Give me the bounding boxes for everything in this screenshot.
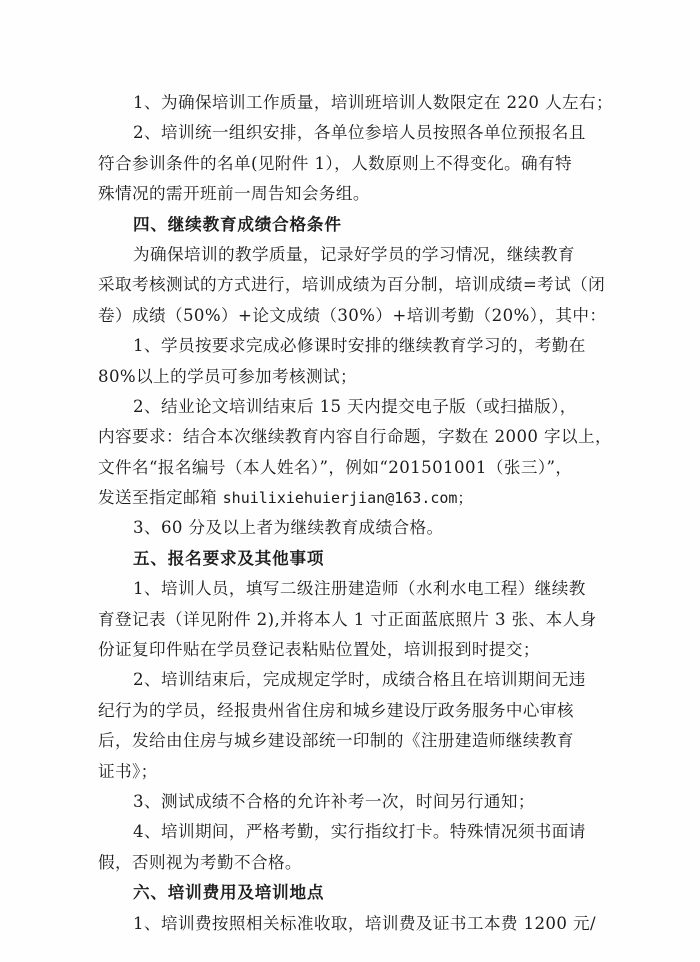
text-line: 卷）成绩（50%）+论文成绩（30%）+培训考勤（20%），其中： [98, 305, 607, 325]
text-line: 3、测试成绩不合格的允许补考一次，时间另行通知； [133, 791, 535, 811]
text-line: 殊情况的需开班前一周告知会务组。 [98, 184, 370, 204]
section-heading-4: 四、继续教育成绩合格条件 [133, 214, 342, 234]
text-line: 1、学员按要求完成必修课时安排的继续教育学习的，考勤在 [133, 336, 586, 356]
paragraph-certificate [98, 665, 618, 787]
text-line: 1、为确保培训工作质量，培训班培训人数限定在 220 人左右； [133, 93, 614, 112]
text-line: 采取考核测试的方式进行，培训成绩为百分制，培训成绩=考试（闭 [98, 275, 606, 295]
text-line: 文件名“报名编号（本人姓名）”，例如“201501001（张三）”， [98, 457, 573, 477]
text-line: 80%以上的学员可参加考核测试； [98, 366, 358, 386]
paragraph-retest [98, 787, 618, 817]
text-line: 符合参训条件的名单(见附件 1），人数原则上不得变化。确有特 [98, 153, 573, 173]
email-prefix: 发送至指定邮箱 [98, 488, 223, 508]
document-body [98, 88, 618, 939]
section-heading-5: 五、报名要求及其他事项 [133, 548, 325, 568]
paragraph-grading-method [98, 240, 618, 331]
text-line: 为确保培训的教学质量，记录好学员的学习情况，继续教育 [133, 244, 575, 264]
text-line: 育登记表（详见附件 2),并将本人 1 寸正面蓝底照片 3 张、本人身 [98, 609, 597, 629]
text-line: 1、培训费按照相关标准收取，培训费及证书工本费 1200 元/ [133, 913, 596, 933]
section-heading-6: 六、培训费用及培训地点 [133, 883, 325, 903]
text-line: 纪行为的学员，经报贵州省住房和城乡建设厅政务服务中心审核 [98, 700, 574, 720]
text-line: 3、60 分及以上者为继续教育成绩合格。 [133, 518, 444, 538]
email-address: shuilixiehuierjian@163.com； [222, 489, 473, 508]
text-line: 4、培训期间，严格考勤，实行指纹打卡。特殊情况须书面请 [133, 822, 586, 842]
text-line: 2、培训结束后，完成规定学时，成绩合格且在培训期间无违 [133, 670, 586, 690]
text-line: 证书》； [98, 761, 158, 781]
paragraph-training-fee [98, 909, 618, 939]
text-line: 1、培训人员，填写二级注册建造师（水利水电工程）继续教 [133, 579, 586, 599]
email-line [98, 483, 618, 513]
paragraph-unified-arrangement [98, 118, 618, 209]
text-line: 2、结业论文培训结束后 15 天内提交电子版（或扫描版）， [133, 396, 577, 416]
text-line: 2、培训统一组织安排，各单位参培人员按照各单位预报名且 [133, 123, 586, 143]
paragraph-attendance-check [98, 817, 618, 878]
paragraph-registration-form [98, 574, 618, 665]
paragraph-passing-score [98, 513, 618, 543]
text-line: 份证复印件贴在学员登记表粘贴位置处，培训报到时提交； [98, 640, 540, 660]
text-line: 后，发给由住房与城乡建设部统一印制的《注册建造师继续教育 [98, 731, 574, 751]
text-line: 内容要求：结合本次继续教育内容自行命题，字数在 2000 字以上， [98, 427, 613, 447]
text-line: 假，否则视为考勤不合格。 [98, 852, 302, 872]
paragraph-class-size-limit [98, 88, 618, 118]
paragraph-thesis-requirement [98, 392, 618, 483]
paragraph-attendance-requirement [98, 331, 618, 392]
